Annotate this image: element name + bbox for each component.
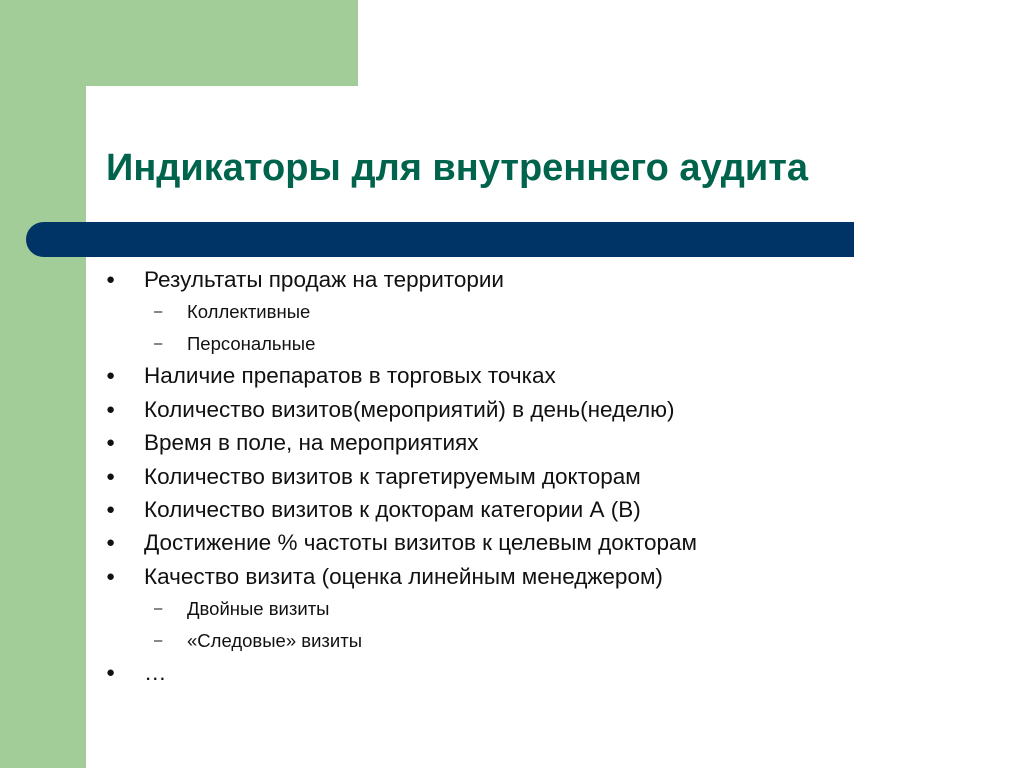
bullet-icon: ●	[106, 467, 116, 485]
bullet-icon: ●	[106, 501, 116, 519]
sub-bullet-text: Коллективные	[187, 301, 311, 323]
bullet-icon: ●	[106, 271, 116, 288]
sub-bullet-text: Персональные	[187, 332, 316, 354]
bullet-list	[106, 263, 986, 690]
bullet-item	[106, 526, 986, 559]
sub-bullet-text: Двойные визиты	[187, 598, 330, 620]
green-left-band	[0, 0, 86, 768]
sub-bullet-item	[106, 625, 986, 657]
bullet-item	[106, 493, 986, 526]
dash-icon: –	[154, 334, 163, 352]
title-underline-bar	[26, 222, 854, 257]
bullet-icon: ●	[106, 567, 116, 585]
sub-bullet-item	[106, 328, 986, 360]
bullet-item	[106, 460, 986, 493]
bullet-text: Количество визитов(мероприятий) в день(неделю)	[144, 396, 675, 422]
sub-bullet-text: «Следовые» визиты	[187, 629, 363, 651]
bullet-text: …	[144, 660, 167, 686]
dash-icon: –	[154, 303, 163, 321]
bullet-icon: ●	[106, 664, 116, 682]
bullet-text: Время в поле, на мероприятиях	[144, 430, 479, 456]
bullet-icon: ●	[106, 434, 116, 452]
slide-title: Индикаторы для внутреннего аудита	[106, 147, 808, 189]
bullet-icon: ●	[106, 367, 116, 385]
bullet-text: Результаты продаж на территории	[144, 267, 504, 292]
bullet-item	[106, 263, 986, 296]
bullet-text: Качество визита (оценка линейным менеджером)	[144, 563, 663, 589]
bullet-text: Количество визитов к докторам категории А (В)	[144, 497, 641, 523]
dash-icon: –	[154, 631, 163, 649]
bullet-item	[106, 359, 986, 392]
bullet-text: Наличие препаратов в торговых точках	[144, 363, 556, 389]
bullet-icon: ●	[106, 400, 116, 418]
bullet-text: Достижение % частоты визитов к целевым докторам	[144, 530, 697, 556]
dash-icon: –	[154, 600, 163, 618]
bullet-item	[106, 656, 986, 689]
bullet-item	[106, 426, 986, 459]
rounded-corner-decoration	[86, 86, 146, 146]
bullet-item	[106, 560, 986, 593]
green-top-band	[0, 0, 358, 86]
sub-bullet-item	[106, 296, 986, 328]
bullet-text: Количество визитов к таргетируемым докторам	[144, 463, 641, 489]
bullet-item	[106, 393, 986, 426]
bullet-icon: ●	[106, 534, 116, 552]
sub-bullet-item	[106, 593, 986, 625]
